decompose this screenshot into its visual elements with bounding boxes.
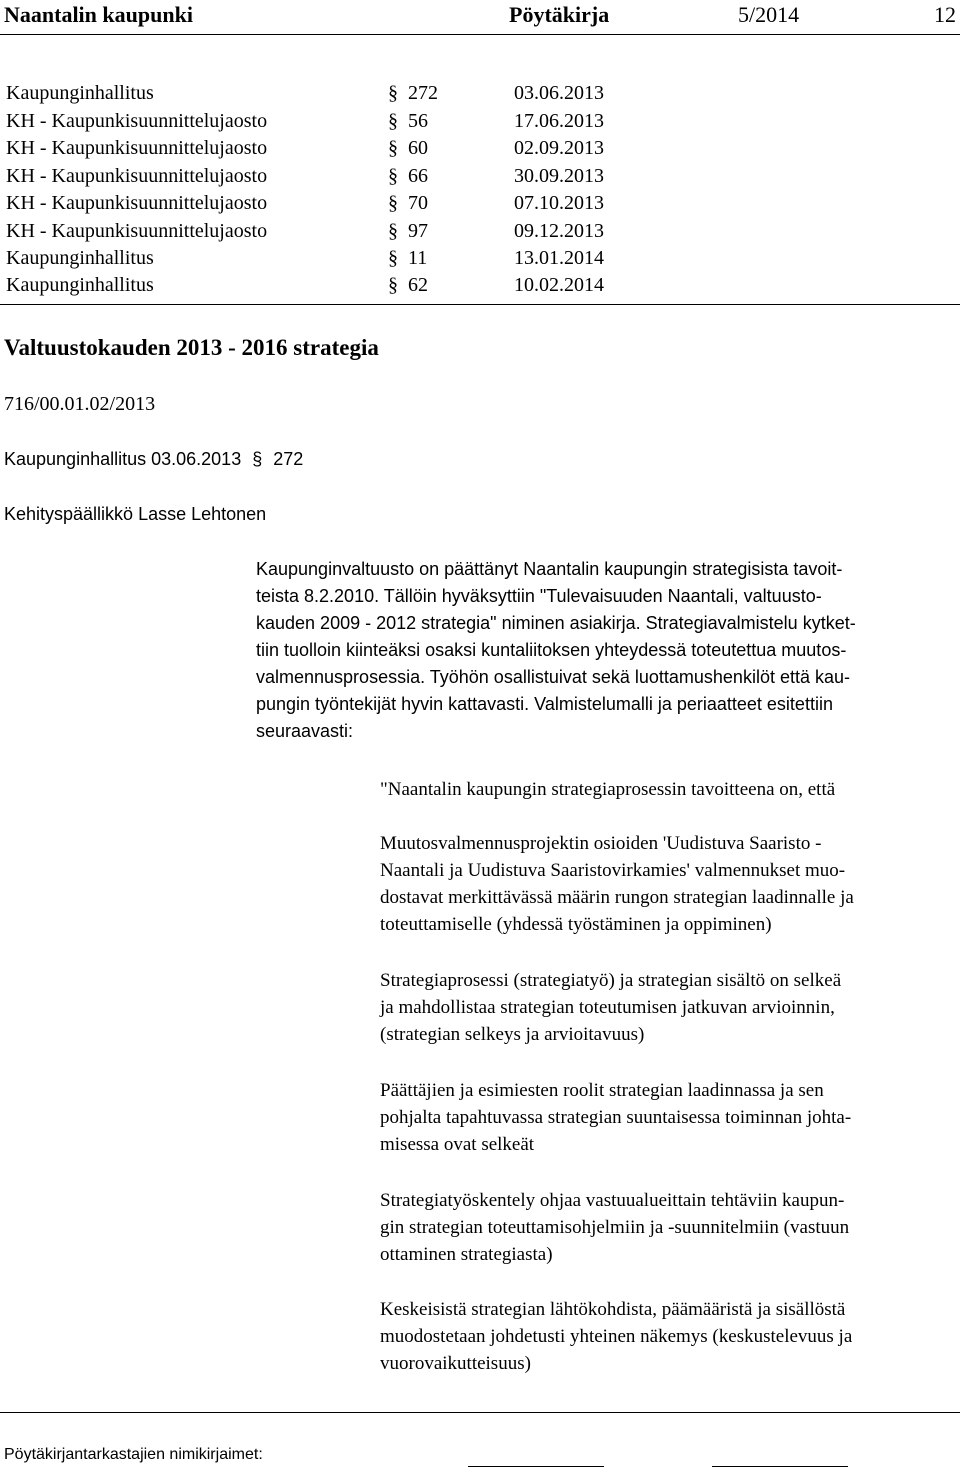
main-paragraph [256,556,856,745]
history-body: KH - Kaupunkisuunnittelujaosto [6,165,268,187]
history-date: 30.09.2013 [514,165,604,187]
meeting-reference [4,446,303,473]
quote-paragraph [380,967,841,1048]
quote-line: muodostetaan johdetusti yhteinen näkemys (keskustelevuus ja [380,1326,853,1347]
quote-paragraph [380,1187,849,1268]
history-body: KH - Kaupunkisuunnittelujaosto [6,192,268,214]
history-number: 272 [408,82,438,104]
quote-line: vuorovaikutteisuus) [380,1353,531,1374]
section-sign-icon: § [388,82,398,104]
signature-label: Pöytäkirjantarkastajien nimikirjaimet: [4,1446,263,1463]
history-row [6,272,646,299]
quote-paragraph [380,1077,851,1158]
quote-line: pohjalta tapahtuvassa strategian suuntaisessa toiminnan johta- [380,1107,852,1128]
quote-line: Muutosvalmennusprojektin osioiden 'Uudistuva Saaristo - [380,833,822,854]
org-name: Naantalin kaupunki [4,2,193,27]
history-row [6,245,646,272]
paragraph-line: pungin työntekijät hyvin kattavasti. Valmistelumalli ja periaatteet esitettiin [256,694,833,714]
issue-number: 5/2014 [738,2,800,27]
section-sign-icon: § [388,220,398,242]
quote-line: gin strategian toteuttamisohjelmiin ja -suunnitelmiin (vastuun [380,1217,850,1238]
paragraph-line: kauden 2009 - 2012 strategia" niminen asiakirja. Strategiavalmistelu kytket- [256,613,856,633]
meeting-number: 272 [273,449,304,469]
history-date: 09.12.2013 [514,220,604,242]
quote-paragraph [380,1296,852,1377]
quote-line: Strategiatyöskentely ohjaa vastuualueittain tehtäviin kaupun- [380,1190,845,1211]
quote-line: Strategiaprosessi (strategiatyö) ja strategian sisältö on selkeä [380,970,842,991]
history-body: Kaupunginhallitus [6,274,154,296]
history-date: 10.02.2014 [514,274,604,296]
doc-type: Pöytäkirja [509,2,610,27]
history-date: 03.06.2013 [514,82,604,104]
quote-line: (strategian selkeys ja arvioitavuus) [380,1024,645,1045]
history-row [6,135,646,162]
history-row [6,108,646,135]
history-body: Kaupunginhallitus [6,82,154,104]
section-sign-icon: § [388,110,398,132]
presenter: Kehityspäällikkö Lasse Lehtonen [4,504,267,524]
history-body: KH - Kaupunkisuunnittelujaosto [6,110,268,132]
history-number: 60 [408,137,428,159]
quote-line: Naantali ja Uudistuva Saaristovirkamies' valmennukset muo- [380,860,846,881]
history-number: 62 [408,274,428,296]
quote-line: ottaminen strategiasta) [380,1244,553,1265]
meeting-body-date: Kaupunginhallitus 03.06.2013 [4,449,242,469]
section-sign-icon: § [388,165,398,187]
quote-line: misessa ovat selkeät [380,1134,535,1155]
paragraph-line: valmennusprosessia. Työhön osallistuivat sekä luottamushenkilöt että kau- [256,667,850,687]
section-sign-icon: § [388,247,398,269]
section-title: Valtuustokauden 2013 - 2016 strategia [4,335,379,360]
quote-line: Päättäjien ja esimiesten roolit strategian laadinnassa ja sen [380,1080,824,1101]
paragraph-line: tiin tuolloin kiinteäksi osaksi kuntaliitoksen yhteydessä toteutettua muutos- [256,640,847,660]
paragraph-line: seuraavasti: [256,721,354,741]
history-row [6,80,646,107]
history-body: KH - Kaupunkisuunnittelujaosto [6,137,268,159]
history-number: 11 [408,247,428,269]
history-row [6,163,646,190]
quote-line: ja mahdollistaa strategian toteutumisen jatkuvan arvioinnin, [380,997,835,1018]
paragraph-line: teista 8.2.2010. Tällöin hyväksyttiin "Tulevaisuuden Naantali, valtuusto- [256,586,822,606]
section-sign-icon: § [252,449,263,469]
quote-line: toteuttamiselle (yhdessä työstäminen ja oppiminen) [380,914,772,935]
section-sign-icon: § [388,137,398,159]
quote-paragraph [380,830,854,938]
quote-intro: "Naantalin kaupungin strategiaprosessin tavoitteena on, että [380,779,836,800]
paragraph-line: Kaupunginvaltuusto on päättänyt Naantalin kaupungin strategisista tavoit- [256,559,843,579]
history-date: 13.01.2014 [514,247,604,269]
history-number: 56 [408,110,428,132]
section-sign-icon: § [388,274,398,296]
section-sign-icon: § [388,192,398,214]
page-number: 12 [934,2,956,27]
history-row [6,218,646,245]
quote-line: Keskeisistä strategian lähtökohdista, päämääristä ja sisällöstä [380,1299,846,1320]
history-body: KH - Kaupunkisuunnittelujaosto [6,220,268,242]
history-number: 97 [408,220,428,242]
footer-rule [0,1412,960,1413]
signature-line [712,1466,848,1467]
history-date: 17.06.2013 [514,110,604,132]
history-body: Kaupunginhallitus [6,247,154,269]
history-date: 02.09.2013 [514,137,604,159]
diary-number: 716/00.01.02/2013 [4,393,156,415]
signature-line [468,1466,604,1467]
history-row [6,190,646,217]
header-rule [0,34,960,35]
history-number: 66 [408,165,428,187]
quote-line: dostavat merkittävässä määrin rungon strategian laadinnalle ja [380,887,854,908]
history-rule [0,304,960,305]
history-date: 07.10.2013 [514,192,604,214]
history-number: 70 [408,192,428,214]
